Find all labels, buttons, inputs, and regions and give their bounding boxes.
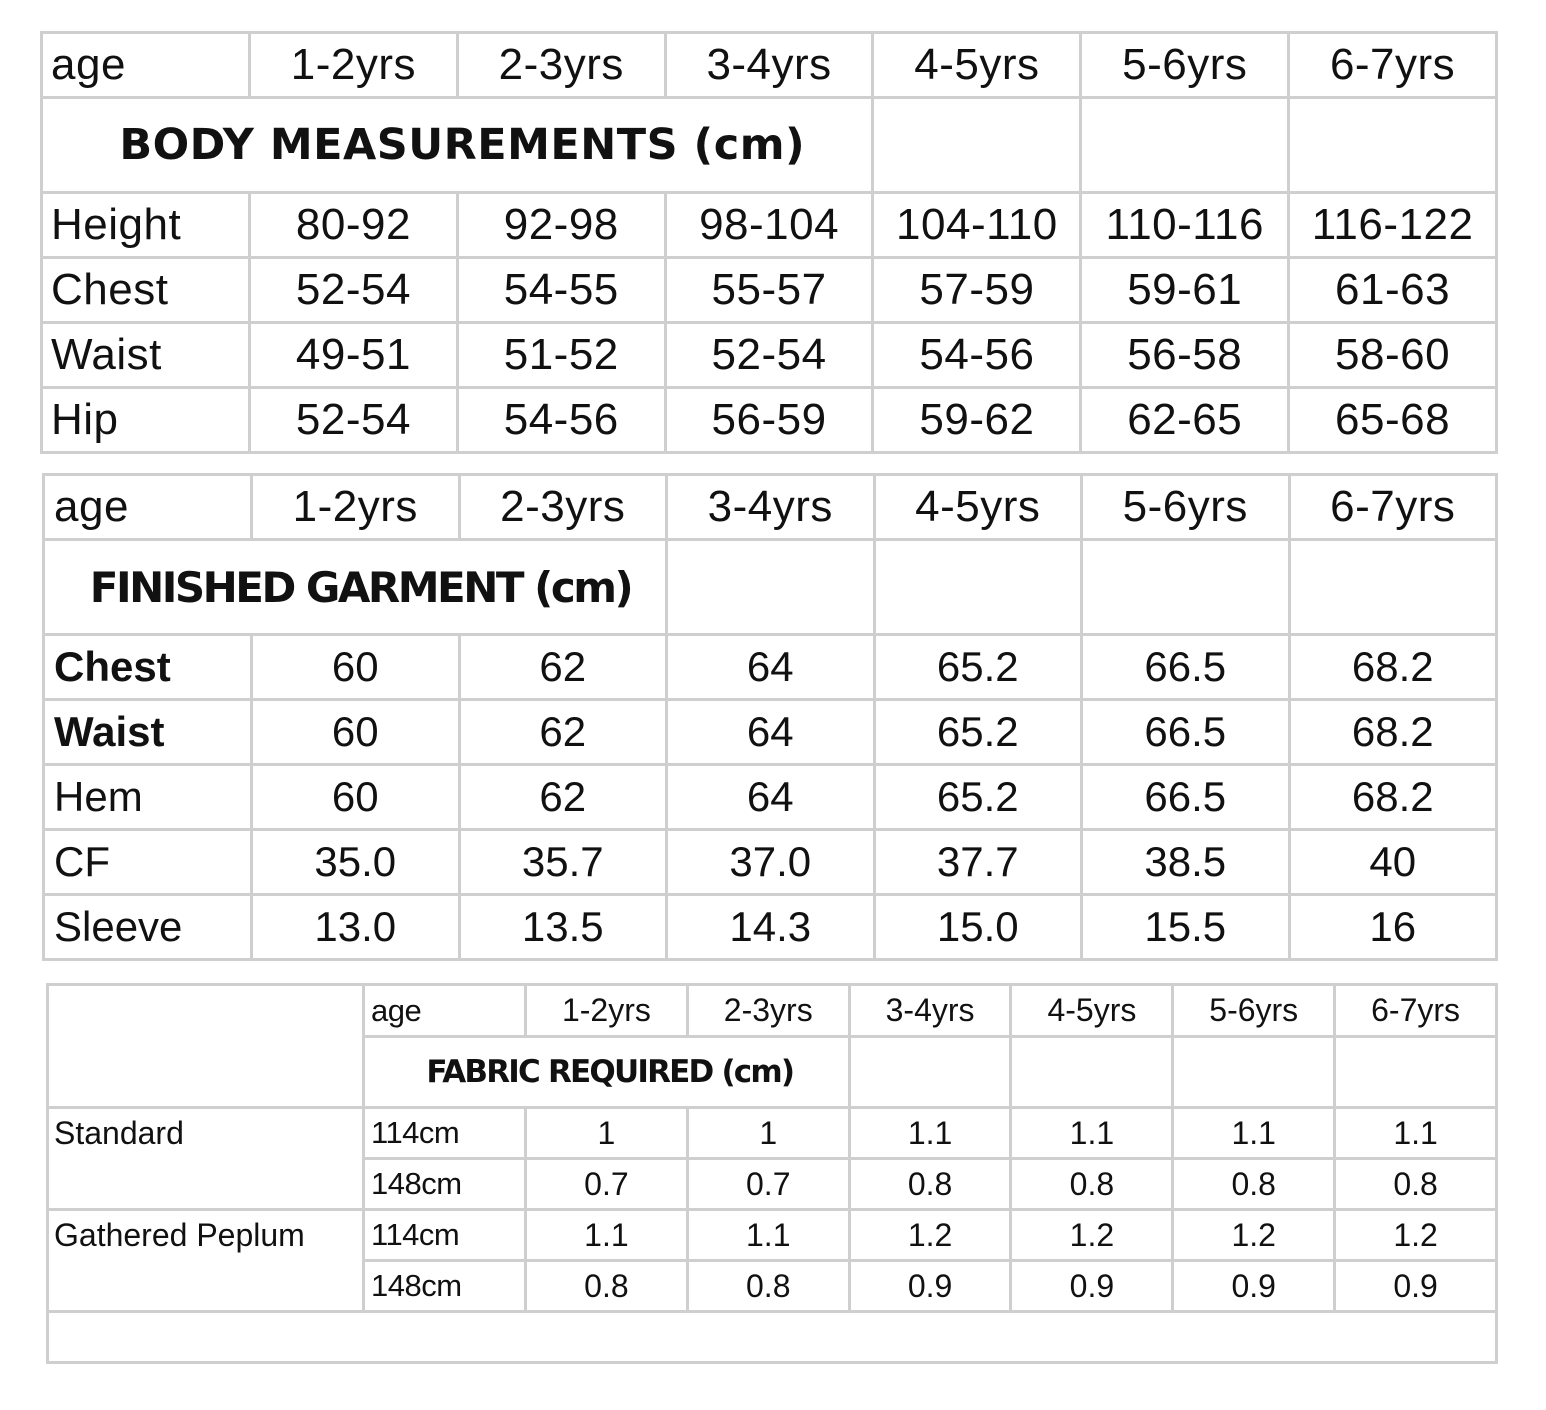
table-cell: 1.2 [1011,1210,1173,1261]
table-cell: 104-110 [873,193,1081,258]
table-cell: 13.0 [252,895,460,960]
table-cell: 16 [1289,895,1497,960]
age-1-2: 1-2yrs [526,985,688,1037]
row-label: Height [42,193,250,258]
table-cell: 56-58 [1081,323,1289,388]
section-heading-row [42,98,1497,193]
table-cell: 38.5 [1082,830,1290,895]
table-cell: 1.2 [849,1210,1011,1261]
table-row [48,1261,1497,1312]
table-cell: 1.1 [1335,1108,1497,1159]
age-label: age [44,475,252,540]
table-cell: 98-104 [665,193,873,258]
table-cell: 1.2 [1335,1210,1497,1261]
finished-garment-table [42,473,1498,961]
table-cell: 56-59 [665,388,873,453]
blank-row [48,1312,1497,1363]
fabric-required-heading: FABRIC REQUIRED (cm) [364,1037,850,1108]
table-cell: 62 [459,700,667,765]
table-cell: 55-57 [665,258,873,323]
age-5-6: 5-6yrs [1173,985,1335,1037]
table-cell: 58-60 [1289,323,1497,388]
age-1-2: 1-2yrs [252,475,460,540]
age-3-4: 3-4yrs [665,33,873,98]
table-cell: 61-63 [1289,258,1497,323]
table-cell: 65.2 [874,700,1082,765]
table-cell: 60 [252,700,460,765]
age-4-5: 4-5yrs [873,33,1081,98]
fabric-width: 148cm [364,1261,526,1312]
table-cell: 60 [252,765,460,830]
age-label: age [42,33,250,98]
table-cell: 52-54 [665,323,873,388]
table-cell: 1.1 [849,1108,1011,1159]
table-cell: 65.2 [874,635,1082,700]
table-cell: 54-56 [457,388,665,453]
row-label: Chest [44,635,252,700]
table-row [44,830,1497,895]
table-cell: 57-59 [873,258,1081,323]
table-cell: 110-116 [1081,193,1289,258]
table-row [48,1108,1497,1159]
age-header-row [44,475,1497,540]
section-heading-row [44,540,1497,635]
table-cell: 1.1 [1173,1108,1335,1159]
fabric-width: 114cm [364,1210,526,1261]
table-row [42,258,1497,323]
table-cell: 116-122 [1289,193,1497,258]
table-cell: 64 [667,635,875,700]
section-heading-row [48,1037,1497,1108]
table-cell: 0.9 [1335,1261,1497,1312]
finished-garment-heading: FINISHED GARMENT (cm) [44,540,667,635]
age-label: age [364,985,526,1037]
fabric-width: 114cm [364,1108,526,1159]
age-header-row [42,33,1497,98]
table-cell: 35.0 [252,830,460,895]
table-cell: 1.1 [526,1210,688,1261]
style-label: Gathered Peplum [48,1210,364,1261]
table-cell: 62-65 [1081,388,1289,453]
table-cell: 62 [459,765,667,830]
table-cell: 64 [667,765,875,830]
table-cell: 62 [459,635,667,700]
table-cell: 64 [667,700,875,765]
table-cell: 59-62 [873,388,1081,453]
age-1-2: 1-2yrs [250,33,458,98]
table-cell: 0.7 [687,1159,849,1210]
row-label: CF [44,830,252,895]
table-cell: 14.3 [667,895,875,960]
age-header-row [48,985,1497,1037]
table-cell: 0.8 [849,1159,1011,1210]
table-cell: 68.2 [1289,700,1497,765]
age-5-6: 5-6yrs [1082,475,1290,540]
age-6-7: 6-7yrs [1289,475,1497,540]
age-2-3: 2-3yrs [687,985,849,1037]
table-cell: 13.5 [459,895,667,960]
table-cell: 59-61 [1081,258,1289,323]
table-cell: 0.8 [1173,1159,1335,1210]
table-row [48,1159,1497,1210]
table-cell: 49-51 [250,323,458,388]
table-cell: 52-54 [250,258,458,323]
age-3-4: 3-4yrs [667,475,875,540]
table-row [42,323,1497,388]
table-cell: 68.2 [1289,635,1497,700]
age-3-4: 3-4yrs [849,985,1011,1037]
table-row [44,765,1497,830]
table-row [42,388,1497,453]
age-6-7: 6-7yrs [1335,985,1497,1037]
table-cell: 0.8 [1335,1159,1497,1210]
table-cell: 1.1 [687,1210,849,1261]
age-2-3: 2-3yrs [457,33,665,98]
table-cell: 35.7 [459,830,667,895]
table-cell: 66.5 [1082,765,1290,830]
style-label [48,1159,364,1210]
table-cell: 0.8 [687,1261,849,1312]
table-row [44,895,1497,960]
table-cell: 0.9 [849,1261,1011,1312]
fabric-width: 148cm [364,1159,526,1210]
table-cell: 52-54 [250,388,458,453]
body-measurements-table [40,31,1498,454]
row-label: Hem [44,765,252,830]
age-5-6: 5-6yrs [1081,33,1289,98]
table-cell: 54-56 [873,323,1081,388]
table-cell: 65.2 [874,765,1082,830]
table-cell: 15.0 [874,895,1082,960]
style-label [48,1261,364,1312]
table-cell: 0.9 [1173,1261,1335,1312]
table-row [44,635,1497,700]
table-cell: 37.7 [874,830,1082,895]
table-cell: 60 [252,635,460,700]
table-cell: 66.5 [1082,635,1290,700]
age-2-3: 2-3yrs [459,475,667,540]
table-cell: 1.2 [1173,1210,1335,1261]
age-4-5: 4-5yrs [874,475,1082,540]
row-label: Waist [44,700,252,765]
table-cell: 92-98 [457,193,665,258]
table-cell: 1 [526,1108,688,1159]
table-cell: 0.9 [1011,1261,1173,1312]
fabric-required-table [46,983,1498,1364]
age-6-7: 6-7yrs [1289,33,1497,98]
row-label: Waist [42,323,250,388]
table-cell: 0.8 [526,1261,688,1312]
table-cell: 15.5 [1082,895,1290,960]
table-cell: 66.5 [1082,700,1290,765]
style-label: Standard [48,1108,364,1159]
row-label: Sleeve [44,895,252,960]
table-row [42,193,1497,258]
table-cell: 40 [1289,830,1497,895]
table-cell: 51-52 [457,323,665,388]
table-cell: 0.8 [1011,1159,1173,1210]
table-cell: 0.7 [526,1159,688,1210]
table-row [44,700,1497,765]
table-cell: 1 [687,1108,849,1159]
row-label: Hip [42,388,250,453]
table-cell: 1.1 [1011,1108,1173,1159]
body-measurements-heading: BODY MEASUREMENTS (cm) [42,98,873,193]
table-cell: 54-55 [457,258,665,323]
table-cell: 37.0 [667,830,875,895]
table-cell: 68.2 [1289,765,1497,830]
table-row [48,1210,1497,1261]
age-4-5: 4-5yrs [1011,985,1173,1037]
table-cell: 65-68 [1289,388,1497,453]
table-cell: 80-92 [250,193,458,258]
row-label: Chest [42,258,250,323]
